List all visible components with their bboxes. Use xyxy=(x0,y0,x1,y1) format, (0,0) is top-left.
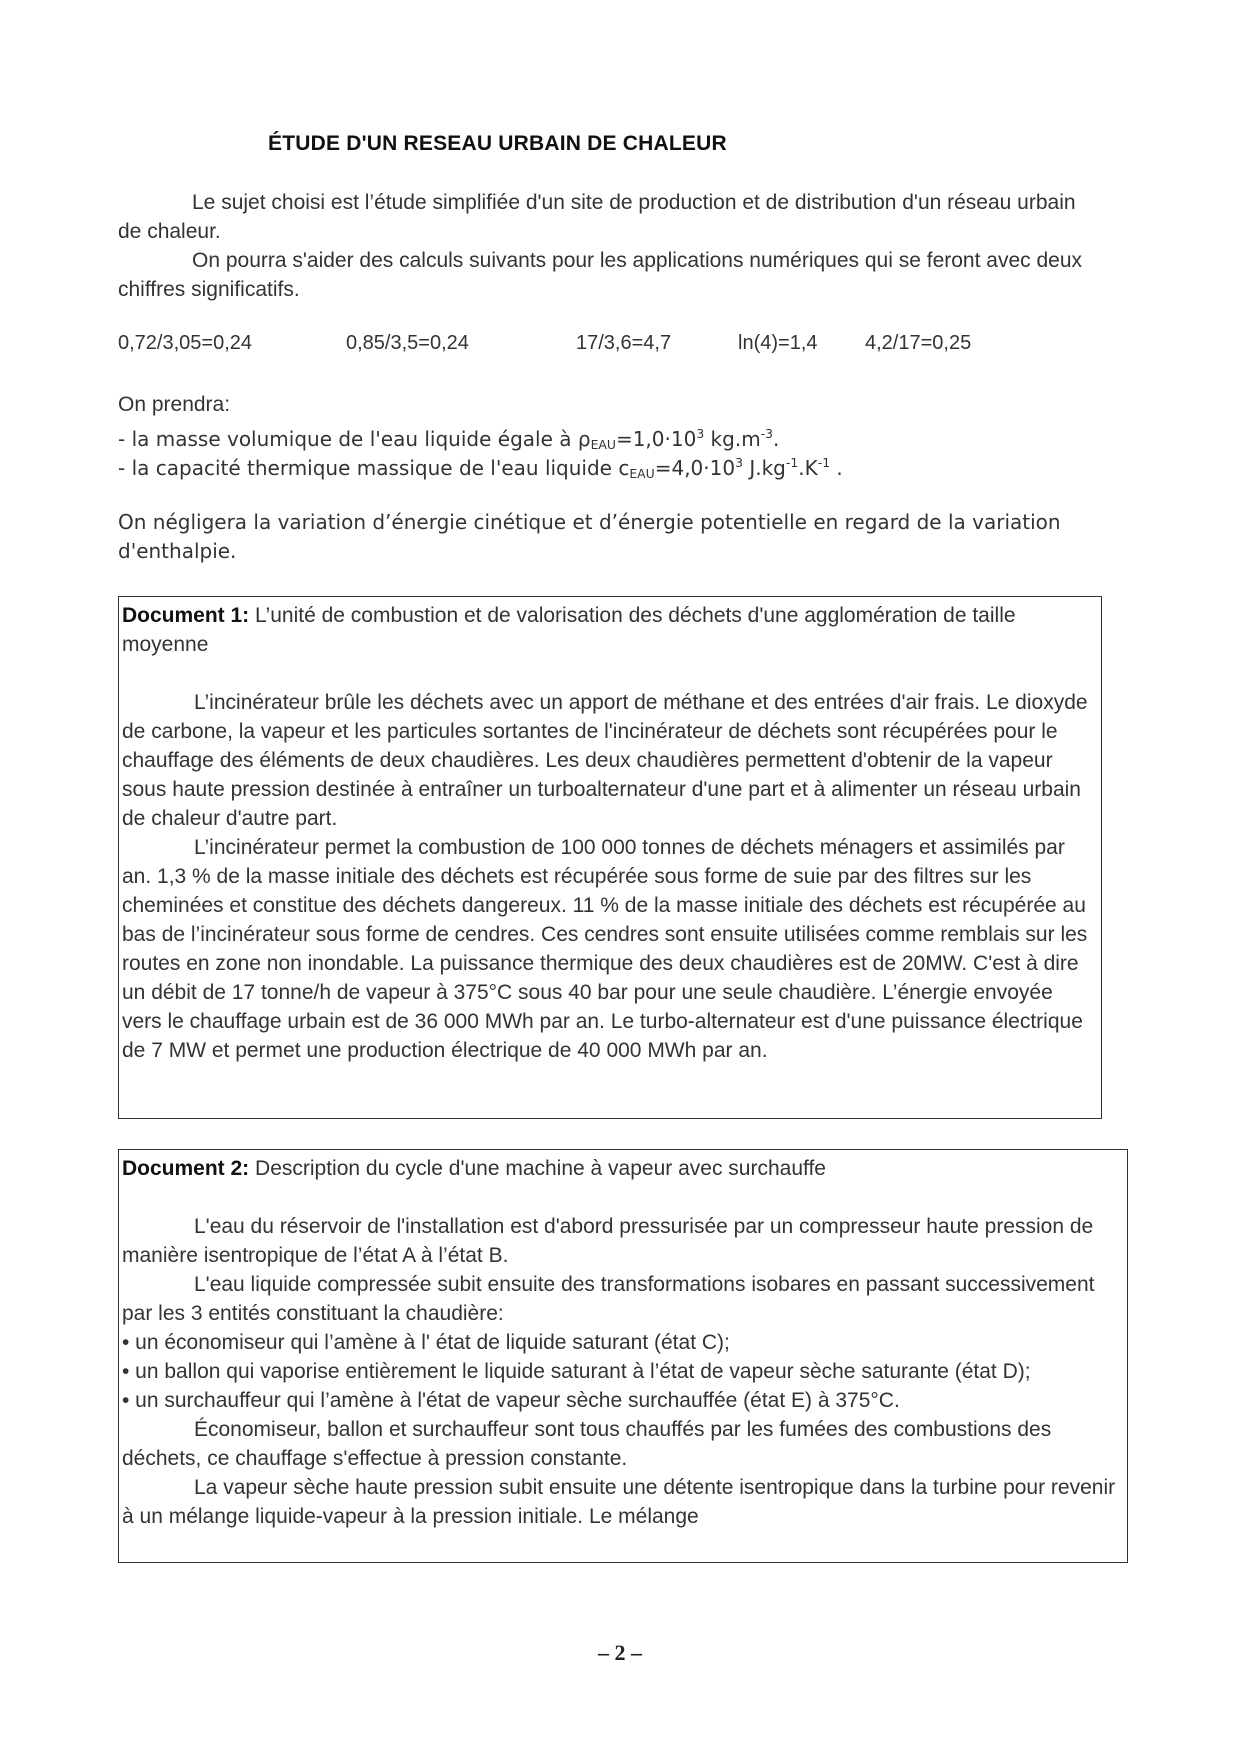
c-unit-exponent-1: -1 xyxy=(785,455,799,470)
c-subscript: EAU xyxy=(629,466,655,481)
rho-unit: kg.m xyxy=(704,427,761,451)
c-unit-exponent-2: -1 xyxy=(817,455,831,470)
document-2-bullet-3: • un surchauffeur qui l’amène à l'état de vapeur sèche surchauffée (état E) à 375°C. xyxy=(122,1389,900,1412)
c-prefix: - la capacité thermique massique de l'eau liquide xyxy=(118,456,619,480)
c-unit: J.kg xyxy=(742,456,786,480)
document-1-paragraph-1: L’incinérateur brûle les déchets avec un apport de méthane et des entrées d'air frais. Le dioxyde de carbone, la vapeur et les particules sortantes de l'incinérateur de déchets sont récupérées pour le chauffage des éléments de deux chaudières. Les deux chaudières permettent d'obtenir de la vapeur sous haute pression destinée à entraîner un turboalternateur d'une part et à alimenter un réseau urbain de chaleur d'autre part. xyxy=(122,691,1088,830)
document-2-paragraph-2: L'eau liquide compressée subit ensuite des transformations isobares en passant successivement par les 3 entités constituant la chaudière: xyxy=(122,1273,1095,1325)
page-number: – 2 – xyxy=(598,1640,642,1665)
c-symbol: c xyxy=(618,456,630,480)
c-unit-mid: .K xyxy=(798,456,818,480)
rho-value: =1,0·10 xyxy=(615,427,697,451)
negligence-paragraph: On négligera la variation d’énergie cinétique et d’énergie potentielle en regard de la variation d'enthalpie. xyxy=(118,510,1061,563)
on-prendra-label: On prendra: xyxy=(118,393,231,416)
c-exponent: 3 xyxy=(735,455,743,470)
document-2-label: Document 2: xyxy=(122,1157,250,1180)
rho-symbol: ρ xyxy=(577,427,591,451)
document-2-bullet-1: • un économiseur qui l’amène à l' état de liquide saturant (état C); xyxy=(122,1331,730,1354)
document-2-paragraph-1: L'eau du réservoir de l'installation est d'abord pressurisée par un compresseur haute pression de manière isentropique de l’état A à l’état B. xyxy=(122,1215,1094,1267)
document-2-title: Description du cycle d'une machine à vapeur avec surchauffe xyxy=(249,1157,826,1180)
calc-1: 0,72/3,05=0,24 xyxy=(118,332,253,354)
rho-unit-exponent: -3 xyxy=(760,426,774,441)
rho-exponent: 3 xyxy=(696,426,705,441)
document-1-heading xyxy=(122,601,1095,659)
document-1-paragraph-2: L’incinérateur permet la combustion de 100 000 tonnes de déchets ménagers et assimilés par an. 1,3 % de la masse initiale des déchets est récupérée sous forme de suie par des filtres sur les cheminées et constitue des déchets dangereux. 11 % de la masse initiale des déchets est récupérée au bas de l’incinérateur sous forme de cendres. Ces cendres sont ensuite utilisées comme remblais sur les routes en zone non inondable. La puissance thermique des deux chaudières est de 20MW. C'est à dire un débit de 17 tonne/h de vapeur à 375°C sous 40 bar pour une seule chaudière. L’énergie envoyée vers le chauffage urbain est de 36 000 MWh par an. Le turbo-alternateur est d'une puissance électrique de 7 MW et permet une production électrique de 40 000 MWh par an. xyxy=(122,836,1088,1062)
page-title: ÉTUDE D'UN RESEAU URBAIN DE CHALEUR xyxy=(268,132,727,155)
calc-3: 17/3,6=4,7 xyxy=(576,332,672,354)
rho-end: . xyxy=(773,427,780,451)
document-2-paragraph-4: La vapeur sèche haute pression subit ensuite une détente isentropique dans la turbine pour revenir à un mélange liquide-vapeur à la pression initiale. Le mélange xyxy=(122,1476,1116,1528)
calc-2: 0,85/3,5=0,24 xyxy=(346,332,469,354)
c-end: . xyxy=(830,456,843,480)
document-2-bullet-2: • un ballon qui vaporise entièrement le liquide saturant à l’état de vapeur sèche saturante (état D); xyxy=(122,1360,1031,1383)
document-2-box xyxy=(118,1149,1128,1563)
calc-4: ln(4)=1,4 xyxy=(738,332,818,354)
c-value: =4,0·10 xyxy=(654,456,736,480)
calc-5: 4,2/17=0,25 xyxy=(865,332,972,354)
intro-paragraph-1: Le sujet choisi est l’étude simplifiée d'un site de production et de distribution d'un réseau urbain de chaleur. xyxy=(118,191,1076,243)
document-2-paragraph-3: Économiseur, ballon et surchauffeur sont tous chauffés par les fumées des combustions des déchets, ce chauffage s'effectue à pression constante. xyxy=(122,1418,1052,1470)
document-1-label: Document 1: xyxy=(122,604,250,627)
document-1-box xyxy=(118,596,1102,1119)
document-1-title: L’unité de combustion et de valorisation des déchets d'une agglomération de taille moyenne xyxy=(122,604,1016,656)
c-line xyxy=(118,448,1098,488)
rho-prefix: - la masse volumique de l'eau liquide égale à xyxy=(118,427,578,451)
intro-paragraph-2: On pourra s'aider des calculs suivants pour les applications numériques qui se feront avec deux chiffres significatifs. xyxy=(118,249,1082,301)
document-2-heading xyxy=(122,1154,1121,1183)
rho-subscript: EAU xyxy=(590,437,616,452)
